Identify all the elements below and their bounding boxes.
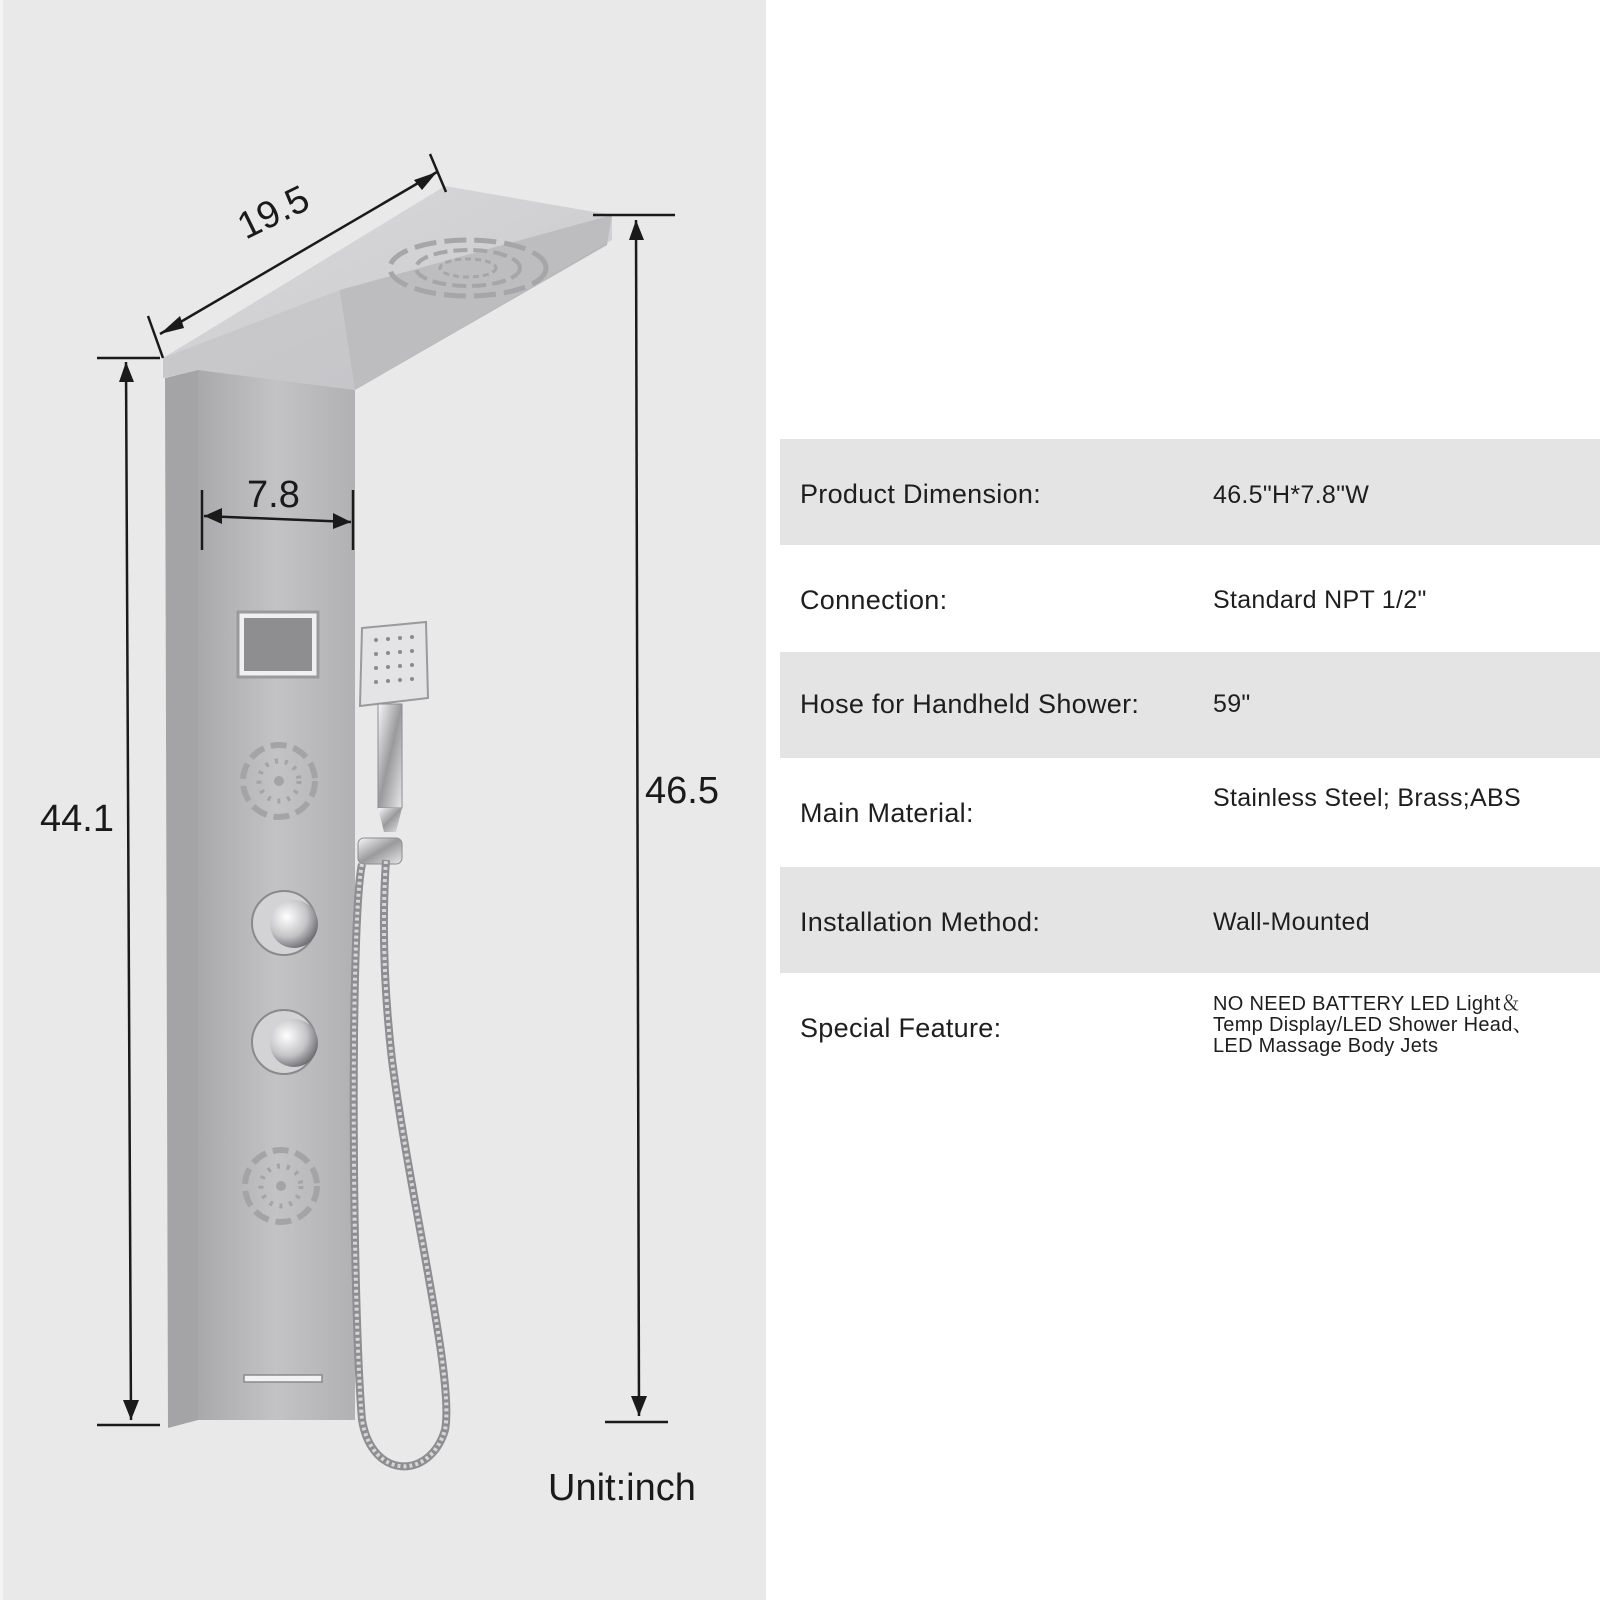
top-width-label: 19.5 (231, 177, 317, 248)
waterfall-outlet (244, 1375, 322, 1382)
spec-value: 59" (1213, 690, 1251, 718)
handheld-shower-icon (358, 622, 428, 864)
shower-hose-icon (354, 860, 447, 1466)
control-knob-icon (252, 891, 318, 955)
unit-label: Unit:inch (548, 1467, 696, 1509)
spec-label: Connection: (800, 585, 948, 615)
spec-row-special-feature (780, 973, 1600, 1089)
spec-table (780, 439, 1600, 1089)
spec-label: Main Material: (800, 798, 974, 828)
spec-label: Product Dimension: (800, 479, 1042, 509)
panel-width-label: 7.8 (247, 474, 300, 516)
spec-value: Standard NPT 1/2" (1213, 586, 1427, 614)
spec-row-product-dimension (780, 439, 1600, 545)
spec-label: Installation Method: (800, 907, 1041, 937)
spec-value: Wall-Mounted (1213, 908, 1370, 936)
product-image-panel (0, 0, 766, 1600)
spec-value: NO NEED BATTERY LED Light＆Temp Display/LED Shower Head、LED Massage Body Jets (1213, 993, 1533, 1057)
total-height-label: 46.5 (645, 770, 719, 812)
spec-row-installation (780, 867, 1600, 973)
spec-value: Stainless Steel; Brass;ABS (1213, 784, 1521, 812)
spec-row-connection (780, 545, 1600, 652)
control-knob-icon-lower (252, 1010, 318, 1074)
spec-label: Special Feature: (800, 1013, 1002, 1043)
spec-row-material (780, 758, 1600, 867)
spec-row-hose (780, 652, 1600, 758)
panel-side-face (165, 370, 198, 1428)
spec-value: 46.5"H*7.8"W (1213, 481, 1370, 509)
spec-label: Hose for Handheld Shower: (800, 689, 1140, 719)
panel-height-label: 44.1 (40, 798, 114, 840)
